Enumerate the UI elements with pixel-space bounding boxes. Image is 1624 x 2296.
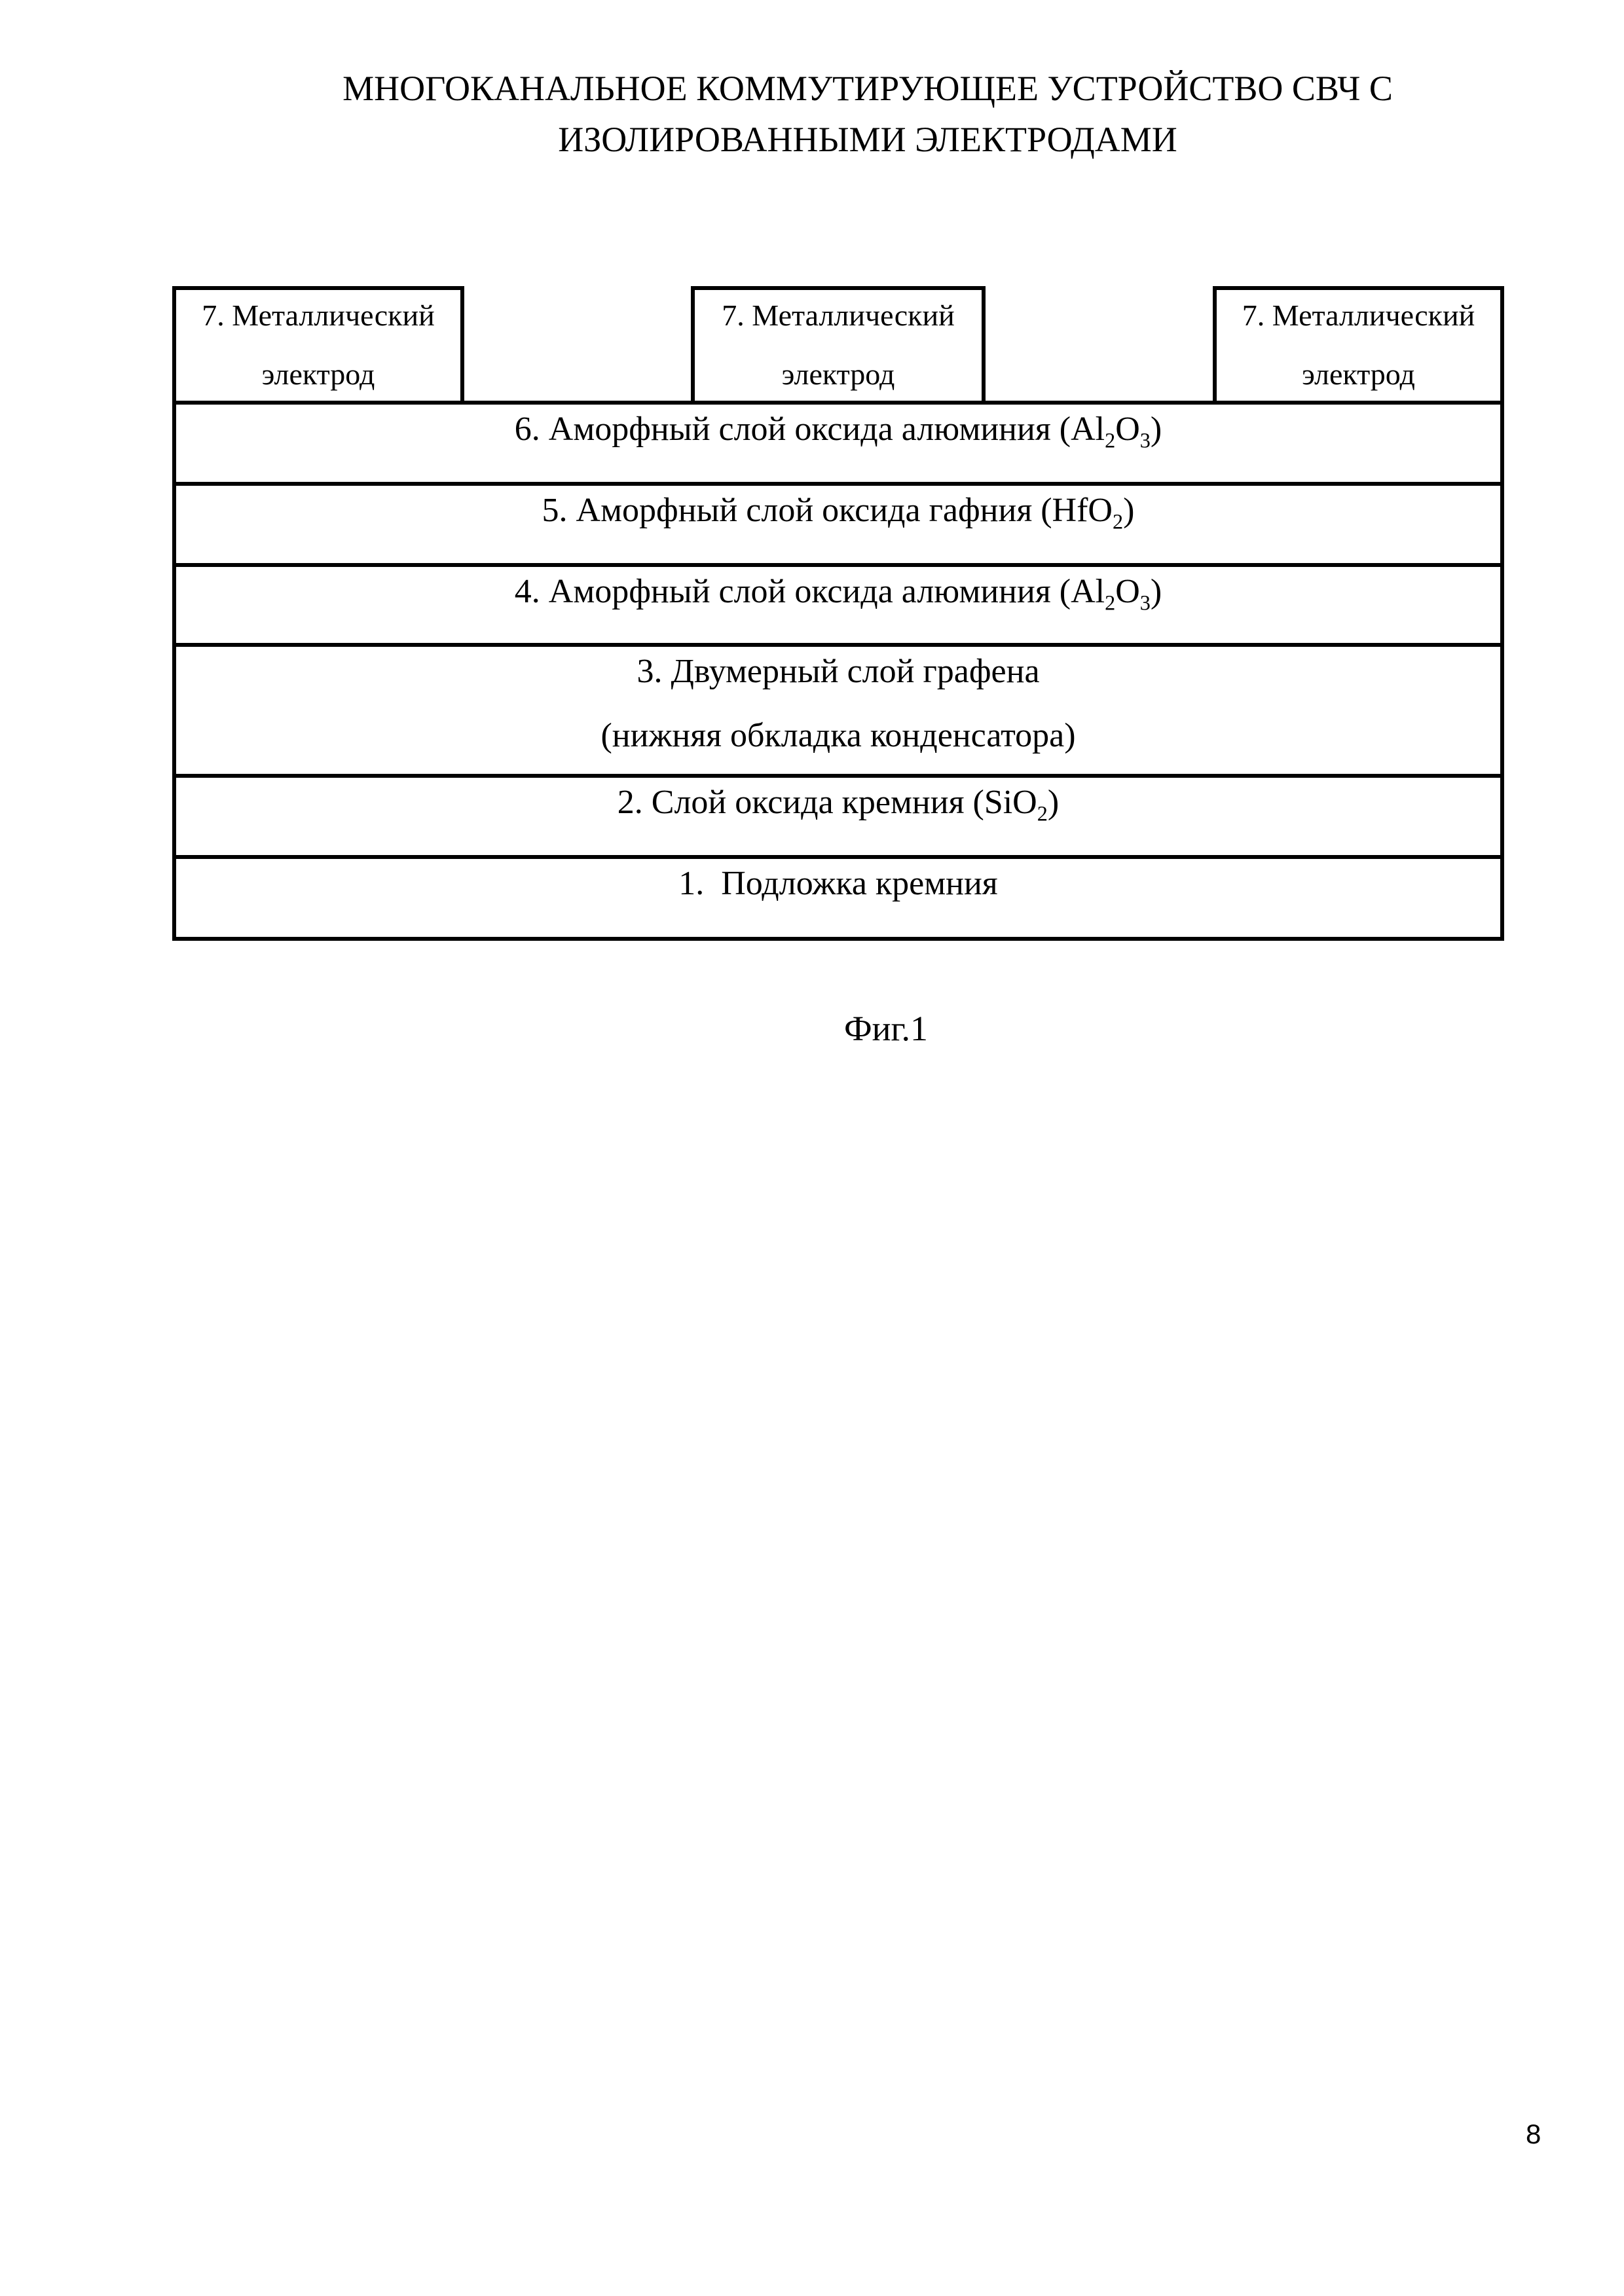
figure-caption: Фиг.1 bbox=[843, 1009, 929, 1048]
layer-1-label: 1. Подложка кремния bbox=[678, 865, 998, 902]
layer-5-label: 5. Аморфный слой оксида гафния (HfO$_2$) bbox=[542, 492, 1135, 534]
layer-row-4 bbox=[176, 567, 1500, 647]
layer-stack-diagram bbox=[172, 401, 1504, 941]
layer-row-2 bbox=[176, 778, 1500, 859]
page-title-line-2: ИЗОЛИРОВАННЫМИ ЭЛЕКТРОДАМИ bbox=[558, 120, 1177, 159]
electrode-left-label-line-2: электрод bbox=[261, 357, 375, 391]
electrode-left-label-line-1: 7. Металлический bbox=[202, 299, 435, 332]
electrode-right-label-line-2: электрод bbox=[1302, 357, 1415, 391]
page-number: 8 bbox=[1526, 2119, 1541, 2149]
electrode-box-center bbox=[691, 286, 986, 405]
layer-row-1 bbox=[176, 859, 1500, 937]
electrode-center-label-line-2: электрод bbox=[781, 357, 895, 391]
electrode-box-right bbox=[1213, 286, 1504, 405]
layer-6-label: 6. Аморфный слой оксида алюминия $(Al_2O_3)$ bbox=[514, 410, 1162, 452]
layer-row-3 bbox=[176, 647, 1500, 778]
page-title-line-1: МНОГОКАНАЛЬНОЕ КОММУТИРУЮЩЕЕ УСТРОЙСТВО СВЧ С bbox=[342, 69, 1393, 108]
electrode-right-label-line-1: 7. Металлический bbox=[1242, 299, 1475, 332]
layer-3-label-line-2: (нижняя обкладка конденсатора) bbox=[600, 717, 1076, 754]
layer-row-5 bbox=[176, 486, 1500, 567]
layer-3-label-line-1: 3. Двумерный слой графена bbox=[637, 653, 1040, 690]
page-title bbox=[111, 63, 1624, 165]
electrode-center-label-line-1: 7. Металлический bbox=[722, 299, 955, 332]
electrode-box-left bbox=[172, 286, 464, 405]
layer-2-label: 2. Слой оксида кремния (SiO$_2$) bbox=[617, 784, 1060, 826]
layer-4-label: 4. Аморфный слой оксида алюминия $(Al_2O_3)$ bbox=[514, 573, 1162, 615]
layer-row-6 bbox=[176, 405, 1500, 486]
